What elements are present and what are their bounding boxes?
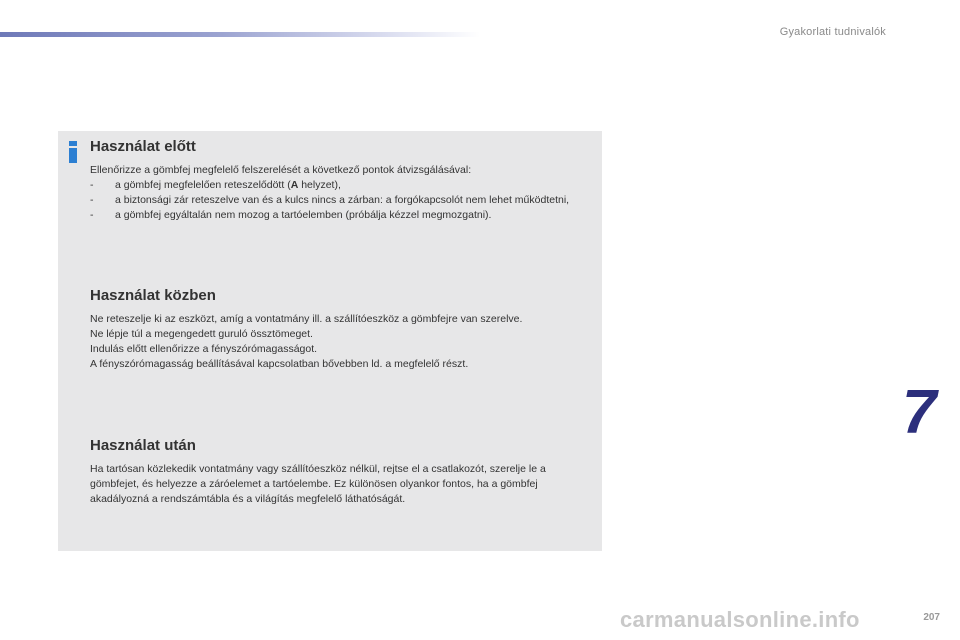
checklist-item — [90, 178, 590, 193]
info-box — [58, 131, 602, 551]
paragraph: A fényszórómagasság beállításával kapcsolatban bővebben ld. a megfelelő részt. — [90, 358, 469, 370]
checklist-item — [90, 208, 590, 223]
list-dash: - — [90, 179, 94, 191]
checklist-item — [90, 193, 590, 208]
info-icon-dot — [69, 141, 77, 146]
list-dash: - — [90, 194, 94, 206]
section-intro: Ellenőrizze a gömbfej megfelelő felszerelését a következő pontok átvizsgálásával: — [90, 164, 472, 176]
item-text: a gömbfej egyáltalán nem mozog a tartóelemben (próbálja kézzel megmozgatni). — [115, 209, 492, 221]
chapter-title: Gyakorlati tudnivalók — [779, 26, 886, 38]
item-text-pre: a gömbfej megfelelően reteszelődött ( — [115, 179, 291, 191]
paragraph: Ha tartósan közlekedik vontatmány vagy szállítóeszköz nélkül, rejtse el a csatlakozót, szerelje le a gömbfejet, és helyezze a záróelemet a tartóelembe. Ez különösen olyankor fontos, ha a gömbfej akadályozná a rendszámtábla és a világítás megfelelő láthatóságát. — [90, 463, 546, 505]
section-title: Használat előtt — [90, 138, 196, 155]
checklist — [90, 178, 590, 223]
info-icon-stem — [69, 148, 77, 163]
section-before-use — [90, 138, 590, 223]
chapter-number: 7 — [902, 378, 937, 447]
page-number: 207 — [923, 612, 940, 623]
position-label: A — [290, 179, 299, 191]
section-title: Használat után — [90, 437, 196, 454]
item-text: a biztonsági zár reteszelve van és a kulcs nincs a zárban: a forgókapcsolót nem lehet működtetni, — [115, 194, 570, 206]
list-dash: - — [90, 209, 94, 221]
header-gradient-bar — [0, 32, 480, 37]
item-text-post: helyzet), — [298, 179, 341, 191]
paragraph: Indulás előtt ellenőrizze a fényszórómagasságot. — [90, 343, 318, 355]
watermark: carmanualsonline.info — [620, 607, 860, 632]
paragraph: Ne reteszelje ki az eszközt, amíg a vontatmány ill. a szállítóeszköz a gömbfejre van szerelve. — [90, 313, 523, 325]
section-after-use — [90, 437, 590, 507]
section-during-use — [90, 287, 590, 372]
info-icon — [68, 141, 78, 163]
paragraph: Ne lépje túl a megengedett guruló össztömeget. — [90, 328, 313, 340]
section-title: Használat közben — [90, 287, 216, 304]
